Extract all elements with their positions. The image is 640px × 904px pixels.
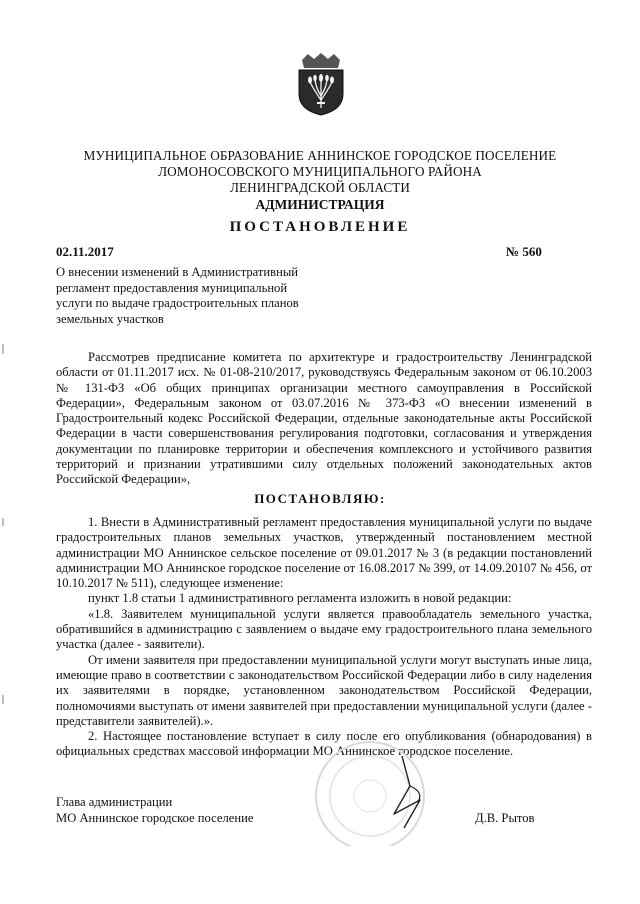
subject-line: услуги по выдаче градостроительных планов — [56, 296, 299, 310]
scan-margin-mark — [2, 344, 4, 354]
subject-line: регламент предоставления муниципальной — [56, 280, 288, 295]
item-paragraph-3: «1.8. Заявителем муниципальной услуги является правообладатель земельного участка, обратившийся в администрацию с заявлением о выдаче ему градостроительного плана земельного участка (далее - заявители). — [56, 606, 592, 652]
municipal-coat-of-arms-icon — [296, 50, 346, 116]
item-paragraph-5: 2. Настоящее постановление вступает в силу после его опубликования (обнародования) в официальных средствах массовой информации МО Аннинское городское поселение. — [56, 729, 592, 759]
subject-line: земельных участков — [56, 311, 164, 326]
item-paragraph-1: 1. Внести в Административный регламент предоставления муниципальной услуги по выдаче градостроительных планов земельных участков, утвержденный постановлением местной администрации МО Аннинское сельское поселение от 09.01.2017 № 3 (в редакции постановлений администрации МО Аннинское городское поселение от 16.08.2017 № 399, от 14.09.20107 № 456, от 10.10.2017 № 511), следующее изменение: — [56, 515, 592, 591]
resolve-heading: ПОСТАНОВЛЯЮ: — [254, 491, 386, 506]
decree-title: ПОСТАНОВЛЕНИЕ — [229, 219, 411, 235]
decree-subject — [56, 265, 326, 327]
signatory-name: Д.В. Рытов — [475, 811, 535, 825]
decree-number: № 560 — [506, 244, 542, 259]
decree-date: 02.11.2017 — [56, 244, 114, 259]
signatory-title-line: Глава администрации — [56, 795, 173, 809]
scan-margin-mark — [2, 695, 4, 704]
preamble — [56, 350, 592, 488]
header-line: МУНИЦИПАЛЬНОЕ ОБРАЗОВАНИЕ АННИНСКОЕ ГОРОДСКОЕ ПОСЕЛЕНИЕ — [83, 148, 557, 163]
signatory-title — [56, 795, 253, 826]
administration-title: АДМИНИСТРАЦИЯ — [255, 197, 385, 212]
header-line: ЛОМОНОСОВСКОГО МУНИЦИПАЛЬНОГО РАЙОНА — [158, 164, 482, 179]
handwritten-signature-icon — [380, 752, 460, 832]
preamble-paragraph: Рассмотрев предписание комитета по архитектуре и градостроительству Ленинградской области от 01.11.2017 исх. № 01-08-210/2017, руководствуясь Федеральным законом от 06.10.2003 № 131-ФЗ «Об общих принципах организации местного самоуправления в Российской Федерации», Федеральным законом от 03.07.2016 № 373-ФЗ «О внесении изменений в Градостроительный кодекс Российской Федерации, отдельные законодательные акты Российской Федерации в части совершенствования регулирования подготовки, согласования и утверждения документации по планировке территории и обеспечения комплексного и устойчивого развития территорий и признании утратившими силу отдельных положений законодательных актов Российской Федерации», — [56, 350, 592, 487]
municipality-header — [0, 148, 640, 196]
item-paragraph-2: пункт 1.8 статьи 1 административного регламента изложить в новой редакции: — [88, 591, 512, 606]
scan-margin-mark — [2, 518, 4, 526]
header-line: ЛЕНИНГРАДСКОЙ ОБЛАСТИ — [229, 180, 411, 195]
signatory-title-line: МО Аннинское городское поселение — [56, 810, 254, 825]
item-paragraph-4: От имени заявителя при предоставлении муниципальной услуги могут выступать иные лица, имеющие право в соответствии с законодательством Российской Федерации либо в силу наделения их заявителями в порядке, установленном законодательством Российской Федерации, полномочиями выступать от имени заявителей при предоставлении муниципальной услуги (далее - представители заявителей).». — [56, 652, 592, 728]
decree-items — [56, 515, 592, 760]
subject-line: О внесении изменений в Административный — [56, 265, 299, 279]
